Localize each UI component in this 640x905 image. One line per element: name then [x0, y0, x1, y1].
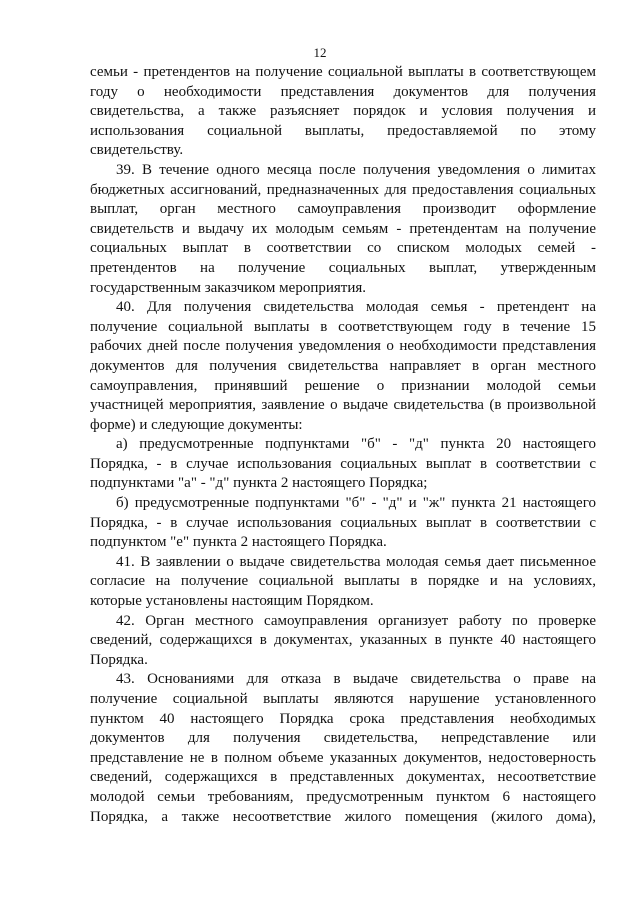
text-line: документов для получения свидетельства направляет в орган местного — [90, 357, 596, 374]
text-line: пунктом 40 настоящего Порядка срока представления необходимых — [90, 710, 596, 727]
text-line: социальных выплат в соответствии со списком молодых семей - — [90, 240, 596, 257]
text-line: 41. В заявлении о выдаче свидетельства молодая семья дает письменное — [116, 553, 596, 570]
text-line: свидетельства, а также разъясняет порядок и условия получения и — [90, 103, 596, 120]
text-line: Порядка, а также несоответствие жилого помещения (жилого дома), — [90, 808, 596, 825]
text-line: 39. В течение одного месяца после получения уведомления о лимитах — [116, 161, 596, 178]
text-line: выплат, орган местного самоуправления производит оформление — [90, 201, 596, 218]
text-line: а) предусмотренные подпунктами "б" - "д" пункта 20 настоящего — [116, 436, 596, 453]
text-line: получение социальной выплаты являются нарушение установленного — [90, 691, 596, 707]
text-line: 43. Основаниями для отказа в выдаче свидетельства о праве на — [116, 671, 596, 688]
text-line: самоуправления, принявший решение о признании молодой семьи — [90, 377, 596, 394]
text-line: форме) и следующие документы: — [90, 416, 303, 433]
text-line: подпунктом "е" пункта 2 настоящего Порядка. — [90, 534, 387, 551]
text-line: году о необходимости представления документов для получения — [90, 83, 596, 100]
text-line: сведений, содержащихся в документах, указанных в пункте 40 настоящего — [90, 632, 596, 649]
text-line: представление не в полном объеме указанных документов, недостоверность — [90, 749, 596, 766]
text-line: получение социальной выплаты в соответствующем году в течение 15 — [90, 318, 596, 335]
text-line: участницей мероприятия, заявление о выдаче свидетельства (в произвольной — [90, 397, 596, 414]
text-line: 40. Для получения свидетельства молодая семья - претендент на — [116, 299, 596, 316]
text-line: свидетельств и выдачу их молодым семьям - претендентам на получение — [90, 220, 596, 237]
text-line: рабочих дней после получения уведомления о необходимости представления — [90, 338, 596, 355]
text-line: молодой семьи требованиям, предусмотренным пунктом 6 настоящего — [90, 788, 596, 805]
text-line: семьи - претендентов на получение социальной выплаты в соответствующем — [90, 64, 596, 80]
text-line: Порядка, - в случае использования социальных выплат в соответствии с — [90, 455, 596, 472]
text-line: претендентов на получение социальных выплат, утвержденным — [90, 259, 596, 276]
text-line: Порядка, - в случае использования социальных выплат в соответствии с — [90, 514, 596, 531]
text-line: сведений, содержащихся в представленных документах, несоответствие — [90, 769, 596, 786]
text-line: свидетельству. — [90, 142, 184, 159]
text-line: Порядка. — [90, 651, 148, 668]
text-line: согласие на получение социальной выплаты в порядке и на условиях, — [90, 573, 596, 590]
text-line: государственным заказчиком мероприятия. — [90, 279, 367, 296]
text-line: документов для получения свидетельства, непредставление или — [90, 730, 596, 747]
text-line: бюджетных ассигнований, предназначенных для предоставления социальных — [90, 181, 596, 198]
text-line: 42. Орган местного самоуправления организует работу по проверке — [116, 612, 596, 629]
page-number: 12 — [313, 45, 327, 60]
text-line: которые установлены настоящим Порядком. — [90, 593, 374, 610]
document-body — [90, 63, 596, 827]
text-line: б) предусмотренные подпунктами "б" - "д" и "ж" пункта 21 настоящего — [116, 495, 596, 512]
text-line: использования социальной выплаты, предоставляемой по этому — [90, 122, 596, 139]
text-line: подпунктами "а" - "д" пункта 2 настоящего Порядка; — [90, 475, 428, 492]
